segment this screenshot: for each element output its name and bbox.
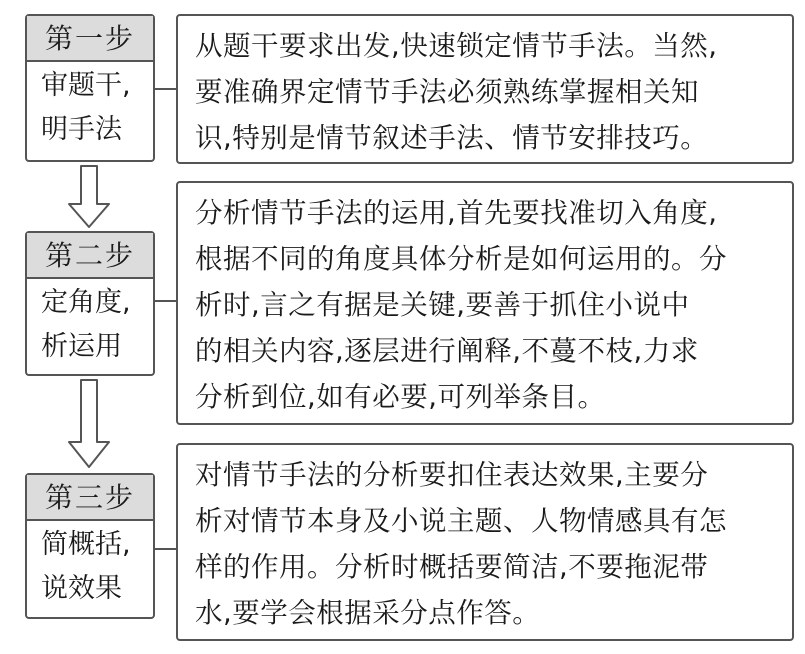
step-3-desc-line-4: 水,要学会根据采分点作答。 bbox=[195, 597, 541, 629]
step-1-subtitle-line-2: 明手法 bbox=[41, 114, 122, 145]
step-3-title: 第三步 bbox=[27, 475, 153, 521]
step-2-box bbox=[25, 231, 155, 376]
step-1-subtitle-line-1: 审题干, bbox=[41, 70, 131, 101]
step-1-title: 第一步 bbox=[27, 16, 153, 62]
step-1-connector bbox=[155, 88, 176, 90]
step-2-desc-line-1: 分析情节手法的运用,首先要找准切入角度, bbox=[195, 197, 718, 229]
step-3-box bbox=[25, 473, 155, 619]
step-2-desc-line-5: 分析到位,如有必要,可列举条目。 bbox=[195, 381, 606, 413]
step-3-connector bbox=[155, 548, 176, 550]
step-3-desc-line-3: 样的作用。分析时概括要简洁,不要拖泥带 bbox=[195, 551, 709, 583]
step-2-subtitle-line-2: 析运用 bbox=[41, 331, 122, 362]
step-2-subtitle-line-1: 定角度, bbox=[41, 287, 131, 318]
step-1-desc-line-3: 识,特别是情节叙述手法、情节安排技巧。 bbox=[195, 122, 709, 154]
step-3-description bbox=[176, 443, 794, 641]
step-2-desc-line-2: 根据不同的角度具体分析是如何运用的。分 bbox=[195, 243, 727, 275]
step-3-subtitle-line-1: 简概括, bbox=[41, 529, 131, 560]
step-2-desc-line-3: 析时,言之有据是关键,要善于抓住小说中 bbox=[195, 289, 690, 321]
step-2-connector bbox=[155, 300, 176, 302]
step-1-desc-line-1: 从题干要求出发,快速锁定情节手法。当然, bbox=[195, 30, 718, 62]
step-2-desc-line-4: 的相关内容,逐层进行阐释,不蔓不枝,力求 bbox=[195, 335, 699, 367]
step-3-subtitle-line-2: 说效果 bbox=[41, 573, 122, 604]
down-arrow-icon bbox=[67, 164, 111, 230]
step-3-subtitle bbox=[27, 521, 153, 611]
step-2-subtitle bbox=[27, 279, 153, 369]
step-1-box bbox=[25, 14, 155, 162]
down-arrow-icon bbox=[67, 378, 111, 470]
step-3-desc-line-2: 析对情节本身及小说主题、人物情感具有怎 bbox=[195, 505, 727, 537]
step-1-desc-line-2: 要准确界定情节手法必须熟练掌握相关知 bbox=[195, 76, 699, 108]
step-2-title: 第二步 bbox=[27, 233, 153, 279]
step-2-description bbox=[176, 181, 794, 425]
step-1-subtitle bbox=[27, 62, 153, 152]
step-3-desc-line-1: 对情节手法的分析要扣住表达效果,主要分 bbox=[195, 459, 709, 491]
step-1-description bbox=[176, 14, 794, 164]
